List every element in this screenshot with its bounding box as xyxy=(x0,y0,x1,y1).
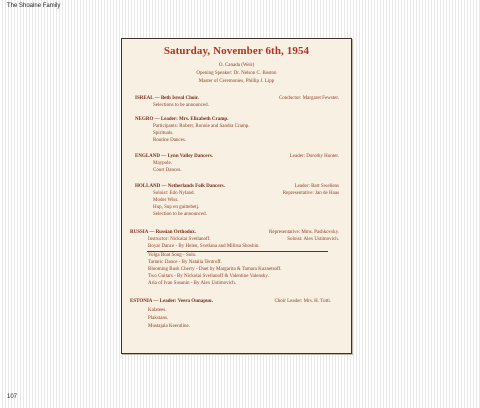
page-number: 107 xyxy=(7,394,18,400)
russia-heading: RUSSIA — Russian Orthodox. xyxy=(130,230,196,235)
master-line: Master of Ceremonies, Phillip J. Lipp xyxy=(198,79,275,84)
russia-soloist: Soloist: Alex Ustimovich. xyxy=(287,237,339,242)
isreal-item: Selections to be announced. xyxy=(153,103,209,108)
england-leader: Leader: Dorothy Hunter. xyxy=(289,154,339,159)
estonia-choir-leader: Choir Leader: Mrs. H. Tutti. xyxy=(274,299,331,304)
program-card xyxy=(121,38,352,354)
russia-item: Volga Boat Song - Solo. xyxy=(148,253,197,258)
negro-heading: NEGRO — Leader: Mrs. Elizabeth Cramp. xyxy=(135,117,229,122)
negro-item: Spirituals. xyxy=(153,131,174,136)
russia-instructor: Instructor: Nickolai Svetlanoff. xyxy=(148,237,211,242)
isreal-heading: ISREAL — Beth Isreal Choir. xyxy=(135,96,199,101)
holland-leader: Leader: Bart Swellens xyxy=(294,184,339,189)
negro-item: Participants: Robert, Ronnie and Sandra Cramp. xyxy=(153,124,250,129)
negro-item: Routine Dances. xyxy=(153,138,187,143)
holland-item: Hup, Sup en guittebetj. xyxy=(153,205,200,210)
holland-heading: HOLLAND — Netherlands Folk Dancers. xyxy=(135,184,225,189)
russia-representative: Representative: Mms. Pashkovsky. xyxy=(269,230,339,235)
russia-item: Blooming Bush Cherry - Duet by Margarita & Tamara Kuznetsoff. xyxy=(148,267,282,272)
holland-soloist: Soloist: Edo Nyland. xyxy=(153,191,195,196)
holland-item: Selection to be announced. xyxy=(153,212,207,217)
anthem-line: O. Canada (Weir) xyxy=(218,63,255,68)
russia-item: Boyar Dance - By Helen, Svetlana and Militsa Shoshin. xyxy=(148,244,260,249)
russia-item: Aria of Ivan Susanin - By Alex Ustimovich. xyxy=(148,281,237,286)
england-heading: ENGLAND — Lynn Valley Dancers. xyxy=(135,154,213,159)
estonia-item: Plakstans. xyxy=(148,316,169,321)
isreal-conductor: Conductor: Margaret Fewster. xyxy=(278,96,339,101)
russia-item: Tartaric Dance - By Natalia Tentroff. xyxy=(148,260,222,265)
page-header: The Shoalne Family xyxy=(7,3,61,9)
underline-rule xyxy=(147,251,328,252)
russia-item: Two Guitars - By Nickolai Svetlanoff & Valentine Valensky. xyxy=(148,274,269,279)
holland-representative: Representative: Jan de Haas xyxy=(282,191,339,196)
estonia-item: Mustajala Keeruline. xyxy=(148,324,190,329)
england-item: Court Dances. xyxy=(153,168,182,173)
speaker-line: Opening Speaker: Dr. Nelson C. Boston xyxy=(196,71,277,76)
estonia-heading: ESTONIA — Leader: Veera Ounapuu. xyxy=(130,299,213,304)
program-title: Saturday, November 6th, 1954 xyxy=(163,45,310,57)
estonia-item: Kalatees. xyxy=(148,308,167,313)
england-item: Maypole. xyxy=(153,161,173,166)
holland-item: Moder Wiss. xyxy=(153,198,179,203)
